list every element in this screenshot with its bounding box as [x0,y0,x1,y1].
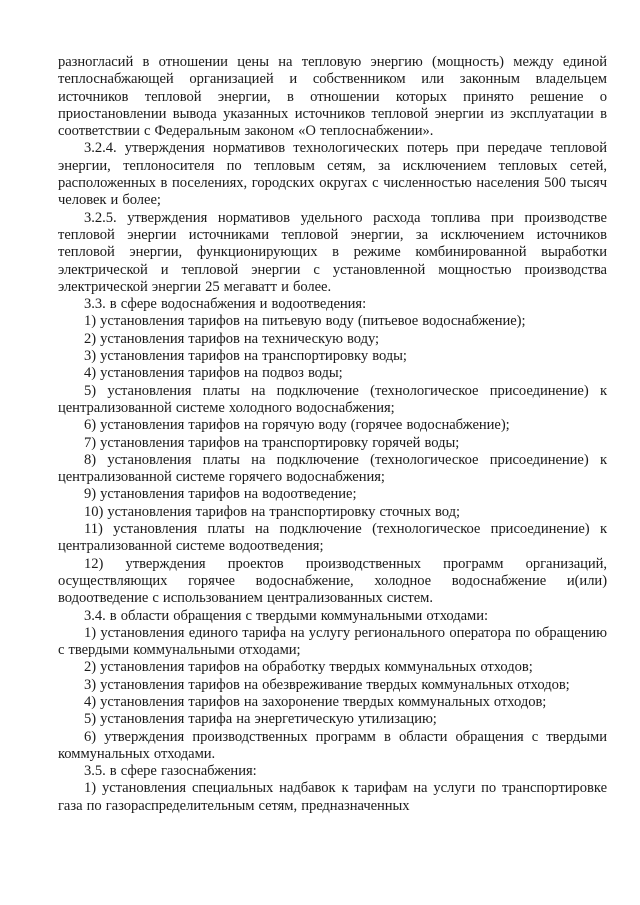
list-item-3-3-4: 4) установления тарифов на подвоз воды; [84,365,343,382]
list-item-3-3-6: 6) установления тарифов на горячую воду (горячее водоснабжение); [84,417,510,434]
list-item-3-3-5: 5) установления платы на подключение (технологическое присоединение) к централизованной системе холодного водоснабжения; [58,382,607,416]
list-item-3-4-3: 3) установления тарифов на обезвреживание твердых коммунальных отходов; [84,676,570,693]
list-item-3-3-9: 9) установления тарифов на водоотведение; [84,486,357,503]
section-3-3-heading: 3.3. в сфере водоснабжения и водоотведения: [84,296,367,313]
list-item-3-3-7: 7) установления тарифов на транспортировку горячей воды; [84,434,460,451]
list-item-3-3-2: 2) установления тарифов на техническую воду; [84,330,380,347]
list-item-3-5-1: 1) установления специальных надбавок к тарифам на услуги по транспортировке газа по газораспределительным сетям, предназначенных [58,780,607,814]
list-item-3-3-11: 11) установления платы на подключение (технологическое присоединение) к централизованной системе водоотведения; [58,521,607,555]
list-item-3-4-4: 4) установления тарифов на захоронение твердых коммунальных отходов; [84,693,547,710]
list-item-3-3-12: 12) утверждения проектов производственных программ организаций, осуществляющих горячее водоснабжение, холодное водоснабжение и(или) водоотведение с использованием централизованных систем. [58,555,607,607]
list-item-3-4-2: 2) установления тарифов на обработку твердых коммунальных отходов; [84,659,533,676]
list-item-3-4-1: 1) установления единого тарифа на услугу регионального оператора по обращению с твердыми коммунальными отходами; [58,624,607,659]
paragraph-dispute-continuation: разногласий в отношении цены на тепловую энергию (мощность) между единой теплоснабжающей организацией и собственником или законным владельцем источников тепловой энергии, в отношении которых принято решение о приостановлении вывода указанных источников тепловой энергии из эксплуатации в соответствии с Федеральным законом «О теплоснабжении». [58,54,607,140]
paragraph-3-2-4: 3.2.4. утверждения нормативов технологических потерь при передаче тепловой энергии, теплоносителя по тепловым сетям, за исключением тепловых сетей, расположенных в поселениях, городских округах с численностью населения 500 тысяч человек и более; [58,140,607,209]
list-item-3-3-8: 8) установления платы на подключение (технологическое присоединение) к централизованной системе горячего водоснабжения; [58,451,607,486]
section-3-4-heading: 3.4. в области обращения с твердыми коммунальными отходами: [84,607,488,624]
list-item-3-4-6: 6) утверждения производственных программ в области обращения с твердыми коммунальных отходами. [58,728,607,762]
list-item-3-3-3: 3) установления тарифов на транспортировку воды; [84,348,407,365]
list-item-3-3-1: 1) установления тарифов на питьевую воду (питьевое водоснабжение); [84,313,526,330]
section-3-5-heading: 3.5. в сфере газоснабжения: [84,763,257,780]
list-item-3-4-5: 5) установления тарифа на энергетическую утилизацию; [84,711,437,728]
paragraph-3-2-5: 3.2.5. утверждения нормативов удельного расхода топлива при производстве тепловой энергии источниками тепловой энергии, за исключением источников тепловой энергии, функционирующих в режиме комбинированной выработки электрической и тепловой энергии с установленной мощностью производства электрической энергии 25 мегаватт и более. [58,209,607,295]
list-item-3-3-10: 10) установления тарифов на транспортировку сточных вод; [84,503,460,520]
